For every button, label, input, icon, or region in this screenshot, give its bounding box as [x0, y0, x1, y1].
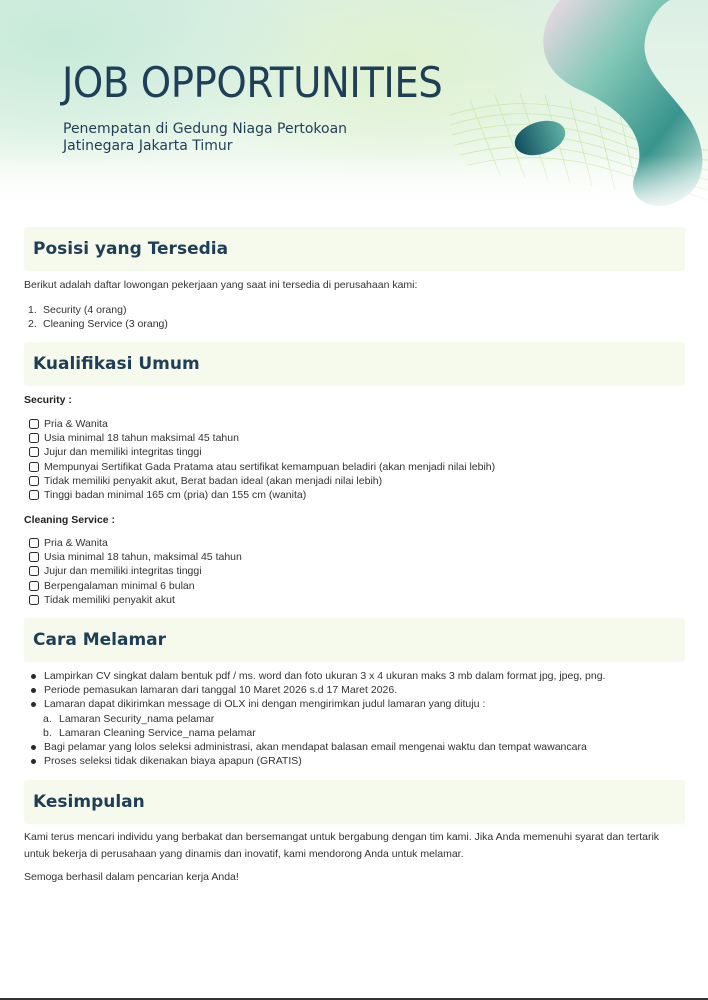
- checklist-item-label: Jujur dan memiliki integritas tinggi: [44, 565, 202, 578]
- checklist-item-label: Tidak memiliki penyakit akut, Berat badan ideal (akan menjadi nilai lebih): [44, 474, 383, 487]
- list-item: [31, 697, 605, 711]
- checkbox-icon: [29, 476, 39, 486]
- bullet-icon: [31, 745, 36, 750]
- checkbox-icon: [29, 538, 39, 548]
- checklist-item: [29, 488, 495, 502]
- security-label: Security :: [24, 394, 72, 406]
- checklist-item: [29, 417, 495, 431]
- checklist-item: [29, 564, 242, 578]
- checklist-item: [29, 579, 242, 593]
- sub-list-letter: b.: [43, 726, 52, 739]
- checklist-item-label: Usia minimal 18 tahun, maksimal 45 tahun: [44, 551, 242, 564]
- list-item-label: Bagi pelamar yang lolos seleksi administrasi, akan mendapat balasan email mengenai waktu dan tempat wawancara: [44, 740, 587, 753]
- list-item: [31, 683, 605, 697]
- list-item-label: Cleaning Service (3 orang): [43, 318, 168, 330]
- checkbox-icon: [29, 552, 39, 562]
- section-header-kualifikasi: [24, 342, 685, 386]
- checklist-item: [29, 474, 495, 488]
- sub-list-item: [31, 726, 605, 740]
- list-item: [28, 303, 168, 317]
- cleaning-checklist: [29, 536, 242, 607]
- checklist-item: [29, 593, 242, 607]
- checklist-item: [29, 550, 242, 564]
- section-header-kesimpulan: [24, 780, 685, 824]
- checklist-item-label: Pria & Wanita: [44, 537, 108, 549]
- page-subtitle: Penempatan di Gedung Niaga Pertokoan Jatinegara Jakarta Timur: [63, 121, 348, 154]
- hero-fade: [0, 155, 708, 215]
- list-item-label: Proses seleksi tidak dikenakan biaya apapun (GRATIS): [44, 755, 302, 768]
- checklist-item-label: Pria & Wanita: [44, 418, 108, 430]
- section-title-cara-melamar: Cara Melamar: [33, 630, 167, 650]
- section-title-posisi: Posisi yang Tersedia: [33, 239, 229, 259]
- kesimpulan-paragraph: Kami terus mencari individu yang berbakat dan bersemangat untuk bergabung dengan tim kami. Jika Anda memenuhi syarat dan tertarik untuk bekerja di perusahaan yang dinamis dan inovatif, kami mendorong Anda untuk melamar.: [24, 831, 660, 860]
- checklist-item-label: Jujur dan memiliki integritas tinggi: [44, 446, 202, 459]
- list-item-label: Periode pemasukan lamaran dari tanggal 10 Maret 2026 s.d 17 Maret 2026.: [44, 684, 398, 697]
- list-item: [31, 740, 605, 754]
- sub-list-item-label: Lamaran Security_nama pelamar: [59, 712, 215, 725]
- checkbox-icon: [29, 595, 39, 605]
- posisi-intro: Berikut adalah daftar lowongan pekerjaan yang saat ini tersedia di perusahaan kami:: [24, 279, 418, 291]
- checklist-item: [29, 536, 242, 550]
- checklist-item-label: Tinggi badan minimal 165 cm (pria) dan 155 cm (wanita): [44, 488, 307, 501]
- bullet-icon: [31, 702, 36, 707]
- section-header-cara-melamar: [24, 618, 685, 662]
- section-title-kualifikasi: Kualifikasi Umum: [33, 354, 200, 374]
- checklist-item-label: Tidak memiliki penyakit akut: [44, 593, 175, 606]
- page-title: JOB OPPORTUNITIES: [62, 58, 443, 107]
- list-number: 1.: [28, 304, 37, 316]
- checklist-item: [29, 460, 495, 474]
- sub-list-item-label: Lamaran Cleaning Service_nama pelamar: [59, 726, 256, 739]
- checklist-item: [29, 431, 495, 445]
- list-item-label: Lampirkan CV singkat dalam bentuk pdf / ms. word dan foto ukuran 3 x 4 ukuran maks 3 mb dalam format jpg, jpeg, png.: [44, 670, 606, 682]
- section-title-kesimpulan: Kesimpulan: [33, 792, 145, 812]
- checklist-item: [29, 445, 495, 459]
- hero-banner: [0, 0, 708, 215]
- checkbox-icon: [29, 433, 39, 443]
- bullet-icon: [31, 674, 36, 679]
- checkbox-icon: [29, 581, 39, 591]
- bullet-icon: [31, 688, 36, 693]
- posisi-list: [28, 303, 168, 331]
- cleaning-label: Cleaning Service :: [24, 514, 116, 526]
- sub-list-item: [31, 712, 605, 726]
- checkbox-icon: [29, 447, 39, 457]
- section-header-posisi: [24, 227, 685, 271]
- list-number: 2.: [28, 318, 37, 330]
- bullet-icon: [31, 759, 36, 764]
- cara-melamar-list: [31, 669, 605, 768]
- checklist-item-label: Berpengalaman minimal 6 bulan: [44, 579, 195, 592]
- list-item-label: Security (4 orang): [43, 304, 127, 316]
- checklist-item-label: Mempunyai Sertifikat Gada Pratama atau sertifikat kemampuan beladiri (akan menjadi nilai lebih): [44, 460, 496, 473]
- sub-list-letter: a.: [43, 712, 52, 725]
- checkbox-icon: [29, 462, 39, 472]
- checkbox-icon: [29, 490, 39, 500]
- list-item-label: Lamaran dapat dikirimkan message di OLX ini dengan mengirimkan judul lamaran yang dituju :: [44, 698, 486, 711]
- kesimpulan-closing: Semoga berhasil dalam pencarian kerja Anda!: [24, 871, 239, 883]
- list-item: [31, 754, 605, 768]
- list-item: [31, 669, 605, 683]
- list-item: [28, 317, 168, 331]
- checkbox-icon: [29, 566, 39, 576]
- checkbox-icon: [29, 419, 39, 429]
- checklist-item-label: Usia minimal 18 tahun maksimal 45 tahun: [44, 432, 239, 445]
- security-checklist: [29, 417, 495, 502]
